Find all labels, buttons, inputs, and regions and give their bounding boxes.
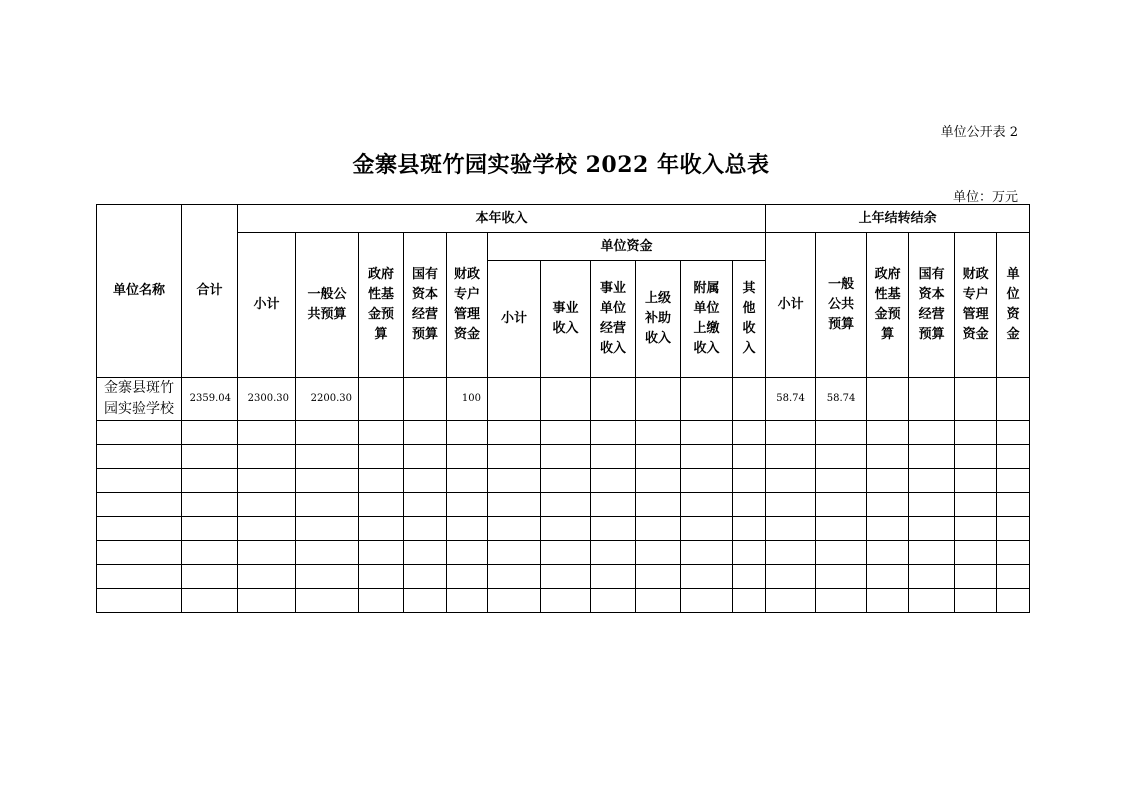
empty-cell bbox=[681, 469, 733, 493]
empty-cell bbox=[97, 421, 182, 445]
empty-cell bbox=[541, 565, 591, 589]
empty-cell bbox=[488, 589, 541, 613]
empty-cell bbox=[997, 589, 1030, 613]
cell-py-unit-funds bbox=[997, 378, 1030, 421]
empty-cell bbox=[955, 469, 997, 493]
empty-cell bbox=[766, 541, 816, 565]
empty-cell bbox=[591, 565, 636, 589]
empty-table-row bbox=[97, 565, 1030, 589]
header-uf-higher-subsidy-income: 上级 补助 收入 bbox=[636, 261, 681, 378]
form-number: 单位公开表 2 bbox=[940, 125, 1018, 140]
empty-cell bbox=[182, 493, 238, 517]
empty-cell bbox=[359, 421, 404, 445]
header-cy-fiscal-special-funds: 财政 专户 管理 资金 bbox=[447, 233, 488, 378]
header-prev-year-carryover: 上年结转结余 bbox=[766, 205, 1030, 233]
empty-cell bbox=[816, 493, 867, 517]
empty-cell bbox=[867, 565, 909, 589]
empty-cell bbox=[182, 565, 238, 589]
empty-cell bbox=[909, 517, 955, 541]
empty-cell bbox=[636, 517, 681, 541]
empty-cell bbox=[97, 469, 182, 493]
cell-py-state-capital-budget bbox=[909, 378, 955, 421]
empty-cell bbox=[867, 421, 909, 445]
cell-cy-state-capital-budget bbox=[404, 378, 447, 421]
header-uf-business-income: 事业 收入 bbox=[541, 261, 591, 378]
empty-cell bbox=[636, 445, 681, 469]
cell-uf-business-income bbox=[541, 378, 591, 421]
empty-cell bbox=[447, 541, 488, 565]
empty-cell bbox=[997, 541, 1030, 565]
empty-cell bbox=[816, 541, 867, 565]
empty-cell bbox=[238, 541, 296, 565]
empty-cell bbox=[359, 517, 404, 541]
empty-cell bbox=[97, 445, 182, 469]
empty-cell bbox=[404, 469, 447, 493]
empty-cell bbox=[541, 541, 591, 565]
empty-cell bbox=[238, 445, 296, 469]
empty-cell bbox=[997, 421, 1030, 445]
cell-cy-general-budget: 2200.30 bbox=[296, 378, 359, 421]
cell-uf-subtotal bbox=[488, 378, 541, 421]
empty-cell bbox=[488, 421, 541, 445]
cell-uf-business-operating-income bbox=[591, 378, 636, 421]
empty-cell bbox=[867, 541, 909, 565]
empty-cell bbox=[591, 469, 636, 493]
empty-cell bbox=[997, 565, 1030, 589]
empty-cell bbox=[816, 421, 867, 445]
empty-cell bbox=[182, 517, 238, 541]
header-py-fiscal-special-funds: 财政 专户 管理 资金 bbox=[955, 233, 997, 378]
empty-cell bbox=[909, 445, 955, 469]
empty-cell bbox=[359, 589, 404, 613]
empty-cell bbox=[636, 421, 681, 445]
header-py-gov-fund-budget: 政府 性基 金预 算 bbox=[867, 233, 909, 378]
table-row bbox=[97, 378, 1030, 421]
empty-cell bbox=[591, 517, 636, 541]
empty-cell bbox=[97, 565, 182, 589]
empty-cell bbox=[636, 589, 681, 613]
empty-cell bbox=[636, 493, 681, 517]
empty-cell bbox=[447, 565, 488, 589]
empty-cell bbox=[182, 469, 238, 493]
empty-cell bbox=[733, 565, 766, 589]
cell-py-general-budget: 58.74 bbox=[816, 378, 867, 421]
cell-uf-other-income bbox=[733, 378, 766, 421]
empty-cell bbox=[909, 541, 955, 565]
cell-uf-affiliated-payment-income bbox=[681, 378, 733, 421]
income-summary-table bbox=[96, 204, 1030, 613]
empty-cell bbox=[733, 541, 766, 565]
header-py-unit-funds: 单 位 资 金 bbox=[997, 233, 1030, 378]
empty-cell bbox=[404, 589, 447, 613]
empty-cell bbox=[766, 421, 816, 445]
empty-cell bbox=[296, 541, 359, 565]
empty-cell bbox=[909, 421, 955, 445]
empty-cell bbox=[238, 565, 296, 589]
empty-cell bbox=[955, 589, 997, 613]
empty-cell bbox=[997, 493, 1030, 517]
empty-cell bbox=[591, 541, 636, 565]
empty-cell bbox=[816, 469, 867, 493]
empty-cell bbox=[238, 493, 296, 517]
empty-cell bbox=[541, 469, 591, 493]
empty-table-row bbox=[97, 541, 1030, 565]
empty-cell bbox=[766, 517, 816, 541]
empty-cell bbox=[296, 589, 359, 613]
empty-cell bbox=[447, 589, 488, 613]
empty-cell bbox=[404, 445, 447, 469]
empty-cell bbox=[541, 421, 591, 445]
empty-cell bbox=[909, 589, 955, 613]
header-py-general-budget: 一般 公共 预算 bbox=[816, 233, 867, 378]
empty-cell bbox=[955, 421, 997, 445]
header-total: 合计 bbox=[182, 205, 238, 378]
empty-cell bbox=[867, 589, 909, 613]
empty-cell bbox=[182, 589, 238, 613]
header-uf-affiliated-payment-income: 附属 单位 上缴 收入 bbox=[681, 261, 733, 378]
empty-cell bbox=[766, 469, 816, 493]
header-unit-funds: 单位资金 bbox=[488, 233, 766, 261]
empty-cell bbox=[955, 445, 997, 469]
cell-py-gov-fund-budget bbox=[867, 378, 909, 421]
empty-cell bbox=[681, 517, 733, 541]
empty-cell bbox=[955, 565, 997, 589]
empty-cell bbox=[447, 493, 488, 517]
empty-cell bbox=[733, 589, 766, 613]
empty-cell bbox=[359, 469, 404, 493]
cell-cy-gov-fund-budget bbox=[359, 378, 404, 421]
empty-cell bbox=[867, 445, 909, 469]
empty-cell bbox=[488, 493, 541, 517]
empty-cell bbox=[816, 517, 867, 541]
empty-cell bbox=[238, 517, 296, 541]
cell-uf-higher-subsidy-income bbox=[636, 378, 681, 421]
empty-cell bbox=[404, 517, 447, 541]
empty-cell bbox=[766, 589, 816, 613]
empty-cell bbox=[97, 493, 182, 517]
empty-cell bbox=[182, 445, 238, 469]
cell-total: 2359.04 bbox=[182, 378, 238, 421]
header-cy-subtotal: 小计 bbox=[238, 233, 296, 378]
cell-cy-subtotal: 2300.30 bbox=[238, 378, 296, 421]
empty-cell bbox=[681, 541, 733, 565]
empty-cell bbox=[766, 493, 816, 517]
header-cy-gov-fund-budget: 政府 性基 金预 算 bbox=[359, 233, 404, 378]
page-title: 金寨县斑竹园实验学校 2022 年收入总表 bbox=[352, 152, 770, 178]
empty-cell bbox=[681, 493, 733, 517]
empty-cell bbox=[404, 541, 447, 565]
empty-cell bbox=[591, 445, 636, 469]
empty-cell bbox=[955, 541, 997, 565]
empty-cell bbox=[182, 541, 238, 565]
empty-cell bbox=[359, 541, 404, 565]
empty-cell bbox=[733, 469, 766, 493]
empty-cell bbox=[359, 445, 404, 469]
empty-cell bbox=[909, 565, 955, 589]
empty-table-row bbox=[97, 469, 1030, 493]
empty-cell bbox=[359, 493, 404, 517]
empty-cell bbox=[681, 421, 733, 445]
empty-cell bbox=[488, 541, 541, 565]
empty-cell bbox=[681, 445, 733, 469]
empty-cell bbox=[488, 445, 541, 469]
empty-cell bbox=[541, 517, 591, 541]
empty-cell bbox=[733, 421, 766, 445]
empty-cell bbox=[997, 445, 1030, 469]
header-uf-subtotal: 小计 bbox=[488, 261, 541, 378]
cell-cy-fiscal-special-funds: 100 bbox=[447, 378, 488, 421]
empty-cell bbox=[591, 589, 636, 613]
empty-cell bbox=[447, 421, 488, 445]
empty-cell bbox=[766, 565, 816, 589]
empty-cell bbox=[909, 493, 955, 517]
empty-cell bbox=[955, 493, 997, 517]
empty-cell bbox=[296, 493, 359, 517]
empty-cell bbox=[238, 589, 296, 613]
empty-cell bbox=[238, 469, 296, 493]
empty-cell bbox=[541, 493, 591, 517]
empty-cell bbox=[997, 469, 1030, 493]
header-py-state-capital-budget: 国有 资本 经营 预算 bbox=[909, 233, 955, 378]
empty-cell bbox=[541, 445, 591, 469]
cell-py-fiscal-special-funds bbox=[955, 378, 997, 421]
empty-cell bbox=[97, 589, 182, 613]
empty-cell bbox=[636, 541, 681, 565]
cell-py-subtotal: 58.74 bbox=[766, 378, 816, 421]
empty-table-row bbox=[97, 445, 1030, 469]
unit-label: 单位：万元 bbox=[952, 190, 1018, 205]
empty-cell bbox=[541, 589, 591, 613]
empty-cell bbox=[296, 469, 359, 493]
empty-cell bbox=[681, 565, 733, 589]
empty-cell bbox=[488, 517, 541, 541]
empty-cell bbox=[733, 445, 766, 469]
header-current-year-income: 本年收入 bbox=[238, 205, 766, 233]
empty-cell bbox=[867, 517, 909, 541]
empty-cell bbox=[955, 517, 997, 541]
empty-cell bbox=[909, 469, 955, 493]
empty-cell bbox=[404, 493, 447, 517]
empty-cell bbox=[997, 517, 1030, 541]
empty-table-row bbox=[97, 517, 1030, 541]
empty-cell bbox=[867, 493, 909, 517]
empty-cell bbox=[488, 565, 541, 589]
header-cy-state-capital-budget: 国有 资本 经营 预算 bbox=[404, 233, 447, 378]
empty-cell bbox=[447, 517, 488, 541]
empty-cell bbox=[97, 541, 182, 565]
empty-cell bbox=[296, 517, 359, 541]
empty-cell bbox=[733, 517, 766, 541]
empty-cell bbox=[404, 565, 447, 589]
empty-cell bbox=[591, 493, 636, 517]
empty-cell bbox=[816, 589, 867, 613]
empty-cell bbox=[681, 589, 733, 613]
header-uf-business-operating-income: 事业 单位 经营 收入 bbox=[591, 261, 636, 378]
header-unit-name: 单位名称 bbox=[97, 205, 182, 378]
empty-table-row bbox=[97, 421, 1030, 445]
header-uf-other-income: 其 他 收 入 bbox=[733, 261, 766, 378]
empty-cell bbox=[447, 469, 488, 493]
empty-cell bbox=[238, 421, 296, 445]
empty-cell bbox=[404, 421, 447, 445]
empty-cell bbox=[816, 445, 867, 469]
empty-cell bbox=[591, 421, 636, 445]
empty-cell bbox=[447, 445, 488, 469]
empty-cell bbox=[296, 445, 359, 469]
empty-cell bbox=[296, 565, 359, 589]
empty-cell bbox=[359, 565, 404, 589]
header-cy-general-budget: 一般公 共预算 bbox=[296, 233, 359, 378]
cell-unit-name: 金寨县斑竹 园实验学校 bbox=[97, 378, 182, 421]
header-py-subtotal: 小计 bbox=[766, 233, 816, 378]
empty-cell bbox=[867, 469, 909, 493]
empty-table-row bbox=[97, 493, 1030, 517]
empty-table-row bbox=[97, 589, 1030, 613]
empty-cell bbox=[296, 421, 359, 445]
empty-cell bbox=[488, 469, 541, 493]
empty-cell bbox=[636, 565, 681, 589]
empty-cell bbox=[816, 565, 867, 589]
empty-cell bbox=[182, 421, 238, 445]
empty-cell bbox=[766, 445, 816, 469]
empty-cell bbox=[733, 493, 766, 517]
empty-cell bbox=[97, 517, 182, 541]
empty-cell bbox=[636, 469, 681, 493]
